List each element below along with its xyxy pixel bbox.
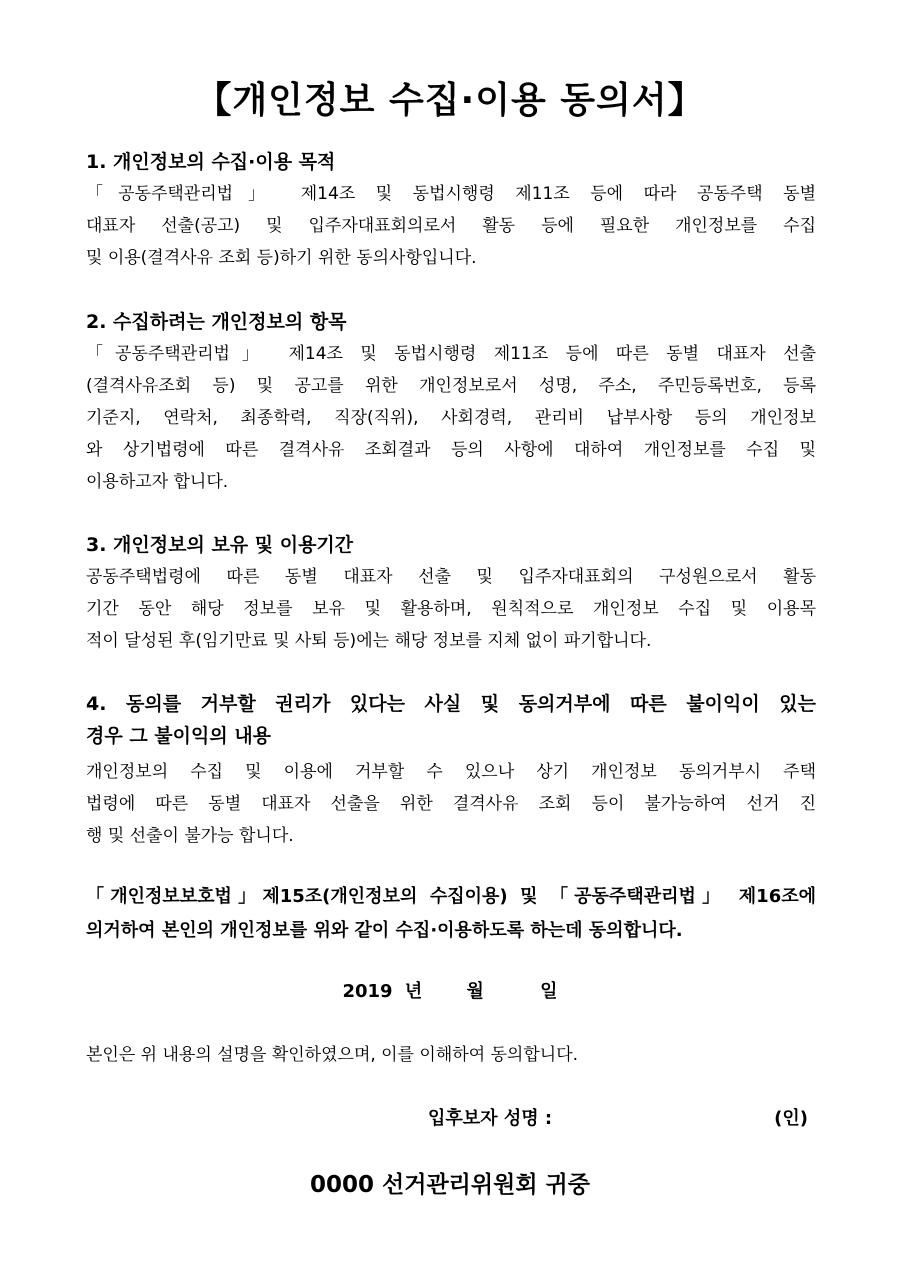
section-1-body [86,178,816,274]
section-4-heading-line: 4. 동의를 거부할 권리가 있다는 사실 및 동의거부에 따른 불이익이 있는 [86,693,816,715]
section-3-line: 기간 동안 해당 정보를 보유 및 활용하며, 원칙적으로 개인정보 수집 및 이용목 [86,599,816,619]
section-4-line: 법령에 따른 동별 대표자 선출을 위한 결격사유 조회 등이 불가능하여 선거 진 [86,794,816,814]
section-4-heading-line: 경우 그 불이익의 내용 [86,725,272,747]
date-month-label: 월 [466,981,484,1002]
section-4-line: 개인정보의 수집 및 이용에 거부할 수 있으나 상기 개인정보 동의거부시 주택 [86,762,816,782]
section-4-line: 행 및 선출이 불가능 합니다. [86,826,294,846]
section-2-line: 와 상기법령에 따른 결격사유 조회결과 등의 사항에 대하여 개인정보를 수집 및 [86,440,816,460]
section-3-heading: 3. 개인정보의 보유 및 이용기간 [86,534,354,556]
agreement-statement [86,880,816,948]
section-2-line: 「공동주택관리법」 제14조 및 동법시행령 제11조 등에 따른 동별 대표자 선출 [86,344,816,364]
date-day-label: 일 [540,981,558,1002]
section-2-line: 기준지, 연락처, 최종학력, 직장(직위), 사회경력, 관리비 납부사항 등의 개인정보 [86,408,816,428]
document-title: 【개인정보 수집·이용 동의서】 [195,80,705,121]
section-3-line: 공동주택법령에 따른 동별 대표자 선출 및 입주자대표회의 구성원으로서 활동 [86,567,816,587]
section-1-line: 대표자 선출(공고) 및 입주자대표회의로서 활동 등에 필요한 개인정보를 수집 [86,216,816,236]
date-year-label: 년 [404,981,423,1002]
candidate-name-label: 입후보자 성명 : [428,1108,553,1129]
signature-line [428,1104,808,1130]
section-2-body [86,338,816,498]
section-1-heading: 1. 개인정보의 수집·이용 목적 [86,151,336,173]
date-year: 2019 [342,981,393,1002]
agreement-line: 의거하여 본인의 개인정보를 위와 같이 수집·이용하도록 하는데 동의합니다. [86,920,683,941]
section-3-body [86,561,816,657]
addressee: 0000 선거관리위원회 귀중 [310,1172,590,1198]
section-2-line: (결격사유조회 등) 및 공고를 위한 개인정보로서 성명, 주소, 주민등록번호, 등록 [86,376,816,396]
section-1-line: 및 이용(결격사유 조회 등)하기 위한 동의사항입니다. [86,248,477,268]
section-2-heading: 2. 수집하려는 개인정보의 항목 [86,311,347,333]
agreement-line: 「개인정보보호법」제15조(개인정보의 수집이용) 및 「공동주택관리법」 제16조에 [86,886,816,907]
section-3-line: 적이 달성된 후(임기만료 및 사퇴 등)에는 해당 정보를 지체 없이 파기합니다. [86,631,652,651]
section-4-body [86,756,816,852]
date-field [0,977,900,1003]
section-2-line: 이용하고자 합니다. [86,472,229,492]
confirmation-text: 본인은 위 내용의 설명을 확인하였으며, 이를 이해하여 동의합니다. [86,1045,579,1065]
section-4-heading [86,688,816,752]
section-1-line: 「공동주택관리법」 제14조 및 동법시행령 제11조 등에 따라 공동주택 동별 [86,184,816,204]
seal-mark: (인) [774,1108,808,1129]
